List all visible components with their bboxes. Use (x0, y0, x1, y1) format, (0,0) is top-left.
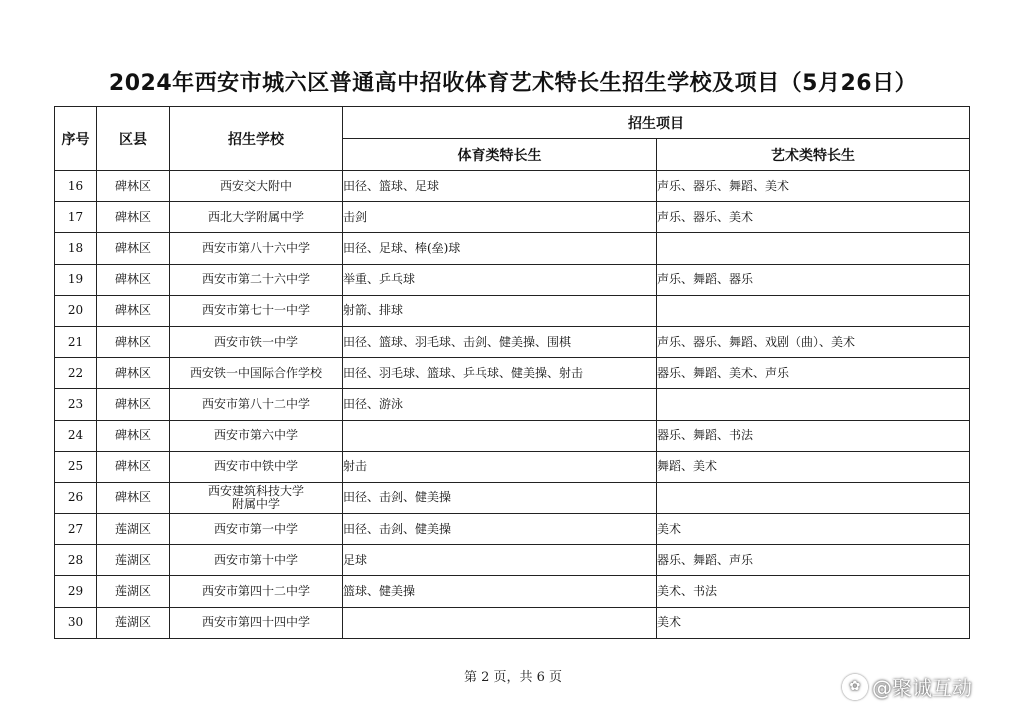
row-district: 碑林区 (97, 202, 170, 233)
row-district: 碑林区 (97, 389, 170, 420)
row-arts: 声乐、器乐、舞蹈、戏剧（曲）、美术 (657, 326, 970, 357)
row-arts: 美术 (657, 607, 970, 638)
school-name-line: 西安市第四十四中学 (201, 615, 310, 630)
table-row (55, 389, 970, 420)
row-sports: 击剑 (343, 202, 657, 233)
row-school (170, 171, 343, 202)
row-sports: 田径、篮球、羽毛球、击剑、健美操、围棋 (343, 326, 657, 357)
row-district: 莲湖区 (97, 576, 170, 607)
row-index: 20 (55, 295, 97, 326)
school-name-line: 西安市第八十二中学 (201, 396, 310, 411)
row-arts: 器乐、舞蹈、美术、声乐 (657, 358, 970, 389)
school-name-line: 西安市中铁中学 (213, 459, 298, 474)
page-footer: 第 2 页，共 6 页 (463, 670, 563, 685)
row-school (170, 451, 343, 482)
row-sports: 田径、羽毛球、篮球、乒乓球、健美操、射击 (343, 358, 657, 389)
row-sports: 足球 (343, 545, 657, 576)
table-row (55, 326, 970, 357)
row-arts: 声乐、器乐、美术 (657, 202, 970, 233)
school-name-line: 西安市第六中学 (213, 428, 298, 443)
row-index: 18 (55, 233, 97, 264)
table-row (55, 514, 970, 545)
row-arts: 美术、书法 (657, 576, 970, 607)
school-name-line: 西安市第七十一中学 (201, 303, 310, 318)
row-index: 26 (55, 482, 97, 513)
row-index: 23 (55, 389, 97, 420)
school-name-line: 西安交大附中 (219, 178, 292, 193)
enrollment-table (54, 106, 970, 639)
row-index: 30 (55, 607, 97, 638)
row-index: 27 (55, 514, 97, 545)
school-name-line: 西安市第八十六中学 (201, 240, 310, 255)
school-name-line: 西北大学附属中学 (207, 209, 304, 224)
row-sports: 举重、乒乓球 (343, 264, 657, 295)
school-name-line: 西安市第十中学 (213, 552, 298, 567)
row-school (170, 326, 343, 357)
school-name-line: 附属中学 (231, 496, 280, 511)
row-index: 21 (55, 326, 97, 357)
row-school (170, 389, 343, 420)
header-sports: 体育类特长生 (343, 139, 657, 171)
row-school (170, 482, 343, 513)
school-name-line: 西安市第二十六中学 (201, 272, 310, 287)
row-index: 29 (55, 576, 97, 607)
row-district: 莲湖区 (97, 607, 170, 638)
watermark-text: @聚诚互动 (872, 676, 972, 700)
row-school (170, 607, 343, 638)
table-row (55, 576, 970, 607)
row-district: 碑林区 (97, 326, 170, 357)
row-index: 24 (55, 420, 97, 451)
row-arts (657, 233, 970, 264)
row-school (170, 233, 343, 264)
row-sports: 射击 (343, 451, 657, 482)
header-index: 序号 (55, 107, 97, 171)
row-sports: 篮球、健美操 (343, 576, 657, 607)
row-arts (657, 389, 970, 420)
row-sports (343, 420, 657, 451)
table-row (55, 545, 970, 576)
row-index: 17 (55, 202, 97, 233)
page-title: 2024年西安市城六区普通高中招收体育艺术特长生招生学校及项目（5月26日） (108, 71, 918, 96)
row-school (170, 420, 343, 451)
table-row (55, 264, 970, 295)
row-sports: 田径、足球、棒(垒)球 (343, 233, 657, 264)
row-district: 碑林区 (97, 482, 170, 513)
row-school (170, 264, 343, 295)
header-district: 区县 (97, 107, 170, 171)
row-arts: 声乐、舞蹈、器乐 (657, 264, 970, 295)
row-school (170, 545, 343, 576)
row-arts: 器乐、舞蹈、书法 (657, 420, 970, 451)
row-school (170, 202, 343, 233)
watermark (842, 672, 972, 701)
row-sports: 田径、击剑、健美操 (343, 514, 657, 545)
row-district: 碑林区 (97, 451, 170, 482)
row-district: 碑林区 (97, 233, 170, 264)
table-row (55, 420, 970, 451)
row-index: 19 (55, 264, 97, 295)
row-arts (657, 295, 970, 326)
header-school: 招生学校 (170, 107, 343, 171)
school-name-line: 西安建筑科技大学 (207, 483, 304, 498)
row-district: 碑林区 (97, 420, 170, 451)
row-sports: 田径、击剑、健美操 (343, 482, 657, 513)
row-school (170, 514, 343, 545)
table-row (55, 202, 970, 233)
row-sports: 田径、游泳 (343, 389, 657, 420)
row-district: 碑林区 (97, 295, 170, 326)
row-arts: 器乐、舞蹈、声乐 (657, 545, 970, 576)
school-name-line: 西安市第四十二中学 (201, 584, 310, 599)
row-district: 莲湖区 (97, 545, 170, 576)
row-arts: 美术 (657, 514, 970, 545)
row-sports: 射箭、排球 (343, 295, 657, 326)
paw-icon: ✿ (842, 674, 868, 700)
row-index: 22 (55, 358, 97, 389)
school-name-line: 西安铁一中国际合作学校 (189, 365, 322, 380)
row-arts: 舞蹈、美术 (657, 451, 970, 482)
school-name-line: 西安市铁一中学 (213, 334, 298, 349)
row-school (170, 576, 343, 607)
header-projects: 招生项目 (343, 107, 970, 139)
table-row (55, 358, 970, 389)
school-name-line: 西安市第一中学 (213, 521, 298, 536)
row-district: 碑林区 (97, 264, 170, 295)
row-school (170, 295, 343, 326)
row-arts (657, 482, 970, 513)
row-district: 碑林区 (97, 171, 170, 202)
table-row (55, 171, 970, 202)
header-arts: 艺术类特长生 (657, 139, 970, 171)
table-row (55, 233, 970, 264)
row-index: 25 (55, 451, 97, 482)
row-district: 碑林区 (97, 358, 170, 389)
table-row (55, 607, 970, 638)
row-district: 莲湖区 (97, 514, 170, 545)
row-school (170, 358, 343, 389)
table-row (55, 295, 970, 326)
table-body (55, 171, 970, 639)
row-sports (343, 607, 657, 638)
table-row (55, 451, 970, 482)
row-sports: 田径、篮球、足球 (343, 171, 657, 202)
row-index: 28 (55, 545, 97, 576)
row-arts: 声乐、器乐、舞蹈、美术 (657, 171, 970, 202)
table-row (55, 482, 970, 513)
row-index: 16 (55, 171, 97, 202)
